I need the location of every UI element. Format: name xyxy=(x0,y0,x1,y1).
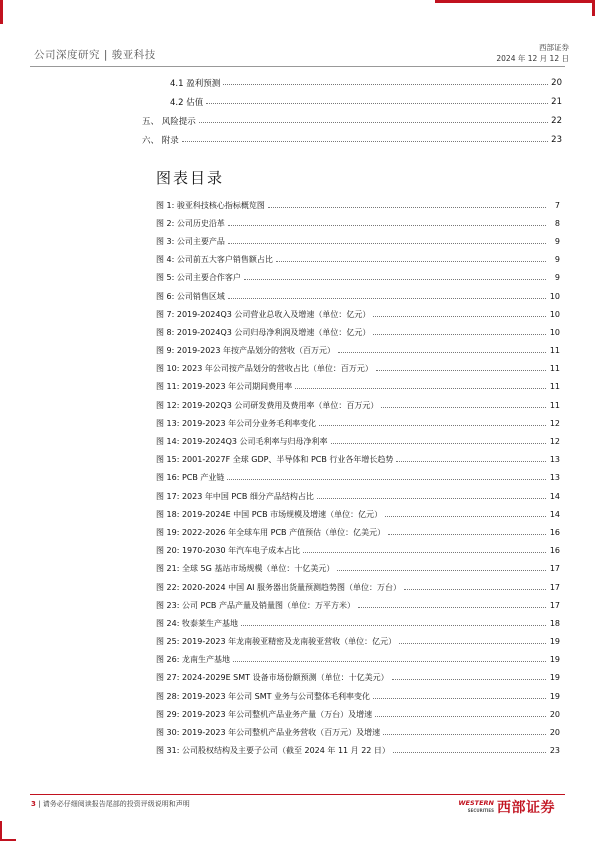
entry-page-number: 23 xyxy=(551,134,562,145)
disclaimer-text: 请务必仔细阅读报告尾部的投资评级说明和声明 xyxy=(42,800,190,808)
dot-leader xyxy=(338,352,546,353)
footer-disclaimer: 3 | 请务必仔细阅读报告尾部的投资评级说明和声明 xyxy=(31,800,190,808)
entry-page-number: 14 xyxy=(549,509,560,519)
entry-label: 图 7: 2019-2024Q3 公司营业总收入及增速（单位：亿元） xyxy=(156,309,371,319)
entry-page-number: 8 xyxy=(554,218,560,228)
entry-page-number: 7 xyxy=(554,200,560,210)
toc-entry[interactable] xyxy=(142,130,562,149)
entry-label: 图 28: 2019-2023 年公司 SMT 业务与公司整体毛利率变化 xyxy=(156,691,371,701)
dot-leader xyxy=(404,589,546,590)
entry-label: 图 12: 2019-202Q3 公司研发费用及费用率（单位：百万元） xyxy=(156,400,379,410)
entry-label: 图 19: 2022-2026 年全球车用 PCB 产值预估（单位：亿美元） xyxy=(156,527,386,537)
header-date: 2024 年 12 月 12 日 xyxy=(496,54,569,63)
entry-page-number: 19 xyxy=(549,655,560,665)
dot-leader xyxy=(337,570,546,571)
entry-page-number: 11 xyxy=(549,364,560,374)
entry-label: 五、 风险提示 xyxy=(142,115,199,127)
entry-label: 4.2 估值 xyxy=(142,96,206,108)
logo-en-sub: SECURITIES xyxy=(467,808,494,813)
figure-entry[interactable] xyxy=(156,669,560,687)
dot-leader xyxy=(376,370,546,371)
entry-page-number: 11 xyxy=(549,400,560,410)
entry-page-number: 11 xyxy=(549,382,560,392)
dot-leader xyxy=(375,716,546,717)
entry-label: 图 22: 2020-2024 中国 AI 服务器出货量预测趋势图（单位：万台） xyxy=(156,582,402,592)
entry-label: 图 29: 2019-2023 年公司整机产品业务产量（万台）及增速 xyxy=(156,709,373,719)
dot-leader xyxy=(373,334,546,335)
entry-label: 图 2: 公司历史沿革 xyxy=(156,218,225,228)
entry-label: 图 24: 牧泰莱生产基地 xyxy=(156,618,238,628)
header-report-type: 公司深度研究 | 骏亚科技 xyxy=(34,49,156,61)
entry-page-number: 20 xyxy=(549,709,560,719)
figure-entry[interactable] xyxy=(156,487,560,505)
entry-label: 图 6: 公司销售区域 xyxy=(156,291,225,301)
entry-page-number: 18 xyxy=(549,618,560,628)
entry-label: 图 4: 公司前五大客户销售额占比 xyxy=(156,255,273,265)
dot-leader xyxy=(295,388,546,389)
dot-leader xyxy=(331,443,547,444)
figure-entry[interactable] xyxy=(156,378,560,396)
entry-label: 图 20: 1970-2030 年汽车电子成本占比 xyxy=(156,546,301,556)
entry-label: 图 16: PCB 产业链 xyxy=(156,473,225,483)
corner-mark-top-left xyxy=(0,0,3,24)
entry-label: 图 13: 2019-2023 年公司分业务毛利率变化 xyxy=(156,418,317,428)
western-securities-logo xyxy=(458,797,555,817)
entry-label: 图 18: 2019-2024E 中国 PCB 市场规模及增速（单位：亿元） xyxy=(156,509,383,519)
entry-page-number: 22 xyxy=(551,115,562,126)
figure-entry[interactable] xyxy=(156,251,560,269)
figure-entry[interactable] xyxy=(156,723,560,741)
figure-entry[interactable] xyxy=(156,232,560,250)
entry-label: 图 17: 2023 年中国 PCB 细分产品结构占比 xyxy=(156,491,314,501)
entry-page-number: 9 xyxy=(554,255,560,265)
toc-entry[interactable] xyxy=(142,92,562,111)
entry-page-number: 20 xyxy=(549,728,560,738)
entry-page-number: 21 xyxy=(551,96,562,107)
figure-entry[interactable] xyxy=(156,469,560,487)
entry-label: 图 30: 2019-2023 年公司整机产品业务营收（百万元）及增速 xyxy=(156,728,381,738)
entry-page-number: 10 xyxy=(549,309,560,319)
dot-leader xyxy=(393,752,546,753)
footer-divider xyxy=(30,794,565,795)
figure-entry[interactable] xyxy=(156,269,560,287)
dot-leader xyxy=(182,141,548,142)
dot-leader xyxy=(199,122,548,123)
entry-page-number: 17 xyxy=(549,600,560,610)
dot-leader xyxy=(317,498,546,499)
figure-entry[interactable] xyxy=(156,323,560,341)
dot-leader xyxy=(223,84,548,85)
dot-leader xyxy=(303,552,546,553)
entry-label: 图 26: 龙南生产基地 xyxy=(156,655,230,665)
entry-page-number: 16 xyxy=(549,546,560,556)
entry-label: 图 10: 2023 年公司按产品划分的营收占比（单位：百万元） xyxy=(156,364,373,374)
entry-page-number: 9 xyxy=(554,273,560,283)
figure-entry[interactable] xyxy=(156,342,560,360)
entry-label: 图 31: 公司股权结构及主要子公司（截至 2024 年 11 月 22 日） xyxy=(156,746,390,756)
figure-entry[interactable] xyxy=(156,432,560,450)
dot-leader xyxy=(381,407,546,408)
toc-entry[interactable] xyxy=(142,111,562,130)
entry-page-number: 13 xyxy=(549,455,560,465)
entry-page-number: 20 xyxy=(551,77,562,88)
figure-entry[interactable] xyxy=(156,287,560,305)
page-number: 3 xyxy=(31,800,36,808)
header-divider xyxy=(30,66,565,67)
figure-entry[interactable] xyxy=(156,614,560,632)
entry-page-number: 12 xyxy=(549,437,560,447)
corner-mark-top-right xyxy=(435,0,595,16)
dot-leader xyxy=(241,625,546,626)
figure-entry[interactable] xyxy=(156,560,560,578)
figure-entry[interactable] xyxy=(156,196,560,214)
entry-page-number: 9 xyxy=(554,236,560,246)
entry-label: 4.1 盈利预测 xyxy=(142,77,223,89)
figures-list xyxy=(156,196,560,760)
entry-page-number: 16 xyxy=(549,527,560,537)
entry-page-number: 17 xyxy=(549,564,560,574)
entry-page-number: 19 xyxy=(549,637,560,647)
dot-leader xyxy=(227,479,546,480)
dot-leader xyxy=(228,225,546,226)
entry-label: 图 25: 2019-2023 年龙南骏亚精密及龙南骏亚营收（单位：亿元） xyxy=(156,637,397,647)
entry-page-number: 10 xyxy=(549,327,560,337)
entry-label: 图 9: 2019-2023 年按产品划分的营收（百万元） xyxy=(156,346,336,356)
entry-page-number: 23 xyxy=(549,746,560,756)
dot-leader xyxy=(358,607,546,608)
figure-entry[interactable] xyxy=(156,578,560,596)
figure-entry[interactable] xyxy=(156,451,560,469)
entry-page-number: 14 xyxy=(549,491,560,501)
entry-label: 图 1: 骏亚科技核心指标概览图 xyxy=(156,200,265,210)
entry-label: 图 21: 全球 5G 基站市场规模（单位：十亿美元） xyxy=(156,564,335,574)
entry-label: 图 14: 2019-2024Q3 公司毛利率与归母净利率 xyxy=(156,437,328,447)
figures-list-title: 图表目录 xyxy=(156,169,225,187)
figure-entry[interactable] xyxy=(156,396,560,414)
dot-leader xyxy=(383,734,546,735)
entry-label: 六、 附录 xyxy=(142,134,182,146)
entry-label: 图 23: 公司 PCB 产品产量及销量图（单位：万平方米） xyxy=(156,600,355,610)
dot-leader xyxy=(373,316,546,317)
dot-leader xyxy=(399,643,546,644)
dot-leader xyxy=(233,661,546,662)
header-brand: 西部证券 xyxy=(539,43,569,52)
entry-label: 图 8: 2019-2024Q3 公司归母净利润及增速（单位：亿元） xyxy=(156,327,371,337)
figure-entry[interactable] xyxy=(156,523,560,541)
dot-leader xyxy=(276,261,546,262)
figure-entry[interactable] xyxy=(156,214,560,232)
entry-page-number: 11 xyxy=(549,346,560,356)
figure-entry[interactable] xyxy=(156,505,560,523)
entry-label: 图 15: 2001-2027F 全球 GDP、半导体和 PCB 行业各年增长趋势 xyxy=(156,455,394,465)
entry-label: 图 3: 公司主要产品 xyxy=(156,236,225,246)
toc-entry[interactable] xyxy=(142,73,562,92)
dot-leader xyxy=(392,679,546,680)
entry-page-number: 17 xyxy=(549,582,560,592)
dot-leader xyxy=(206,103,548,104)
dot-leader xyxy=(396,461,546,462)
dot-leader xyxy=(228,298,546,299)
figure-entry[interactable] xyxy=(156,651,560,669)
figure-entry[interactable] xyxy=(156,705,560,723)
corner-mark-bottom-left-v xyxy=(0,821,2,841)
logo-cn: 西部证券 xyxy=(497,800,555,816)
entry-page-number: 10 xyxy=(549,291,560,301)
table-of-contents xyxy=(142,73,562,149)
entry-page-number: 12 xyxy=(549,418,560,428)
entry-label: 图 11: 2019-2023 年公司期间费用率 xyxy=(156,382,293,392)
entry-label: 图 5: 公司主要合作客户 xyxy=(156,273,241,283)
figure-entry[interactable] xyxy=(156,360,560,378)
dot-leader xyxy=(228,243,546,244)
entry-page-number: 13 xyxy=(549,473,560,483)
dot-leader xyxy=(244,279,546,280)
figure-entry[interactable] xyxy=(156,542,560,560)
figure-entry[interactable] xyxy=(156,742,560,760)
dot-leader xyxy=(319,425,546,426)
entry-label: 图 27: 2024-2029E SMT 设备市场份额预测（单位：十亿美元） xyxy=(156,673,389,683)
entry-page-number: 19 xyxy=(549,673,560,683)
figure-entry[interactable] xyxy=(156,596,560,614)
header-brand-date xyxy=(496,42,569,64)
figure-entry[interactable] xyxy=(156,687,560,705)
dot-leader xyxy=(385,516,546,517)
figure-entry[interactable] xyxy=(156,305,560,323)
figure-entry[interactable] xyxy=(156,414,560,432)
figure-entry[interactable] xyxy=(156,633,560,651)
logo-en: WESTERN xyxy=(458,799,494,807)
dot-leader xyxy=(268,207,546,208)
entry-page-number: 19 xyxy=(549,691,560,701)
dot-leader xyxy=(388,534,546,535)
dot-leader xyxy=(373,698,546,699)
